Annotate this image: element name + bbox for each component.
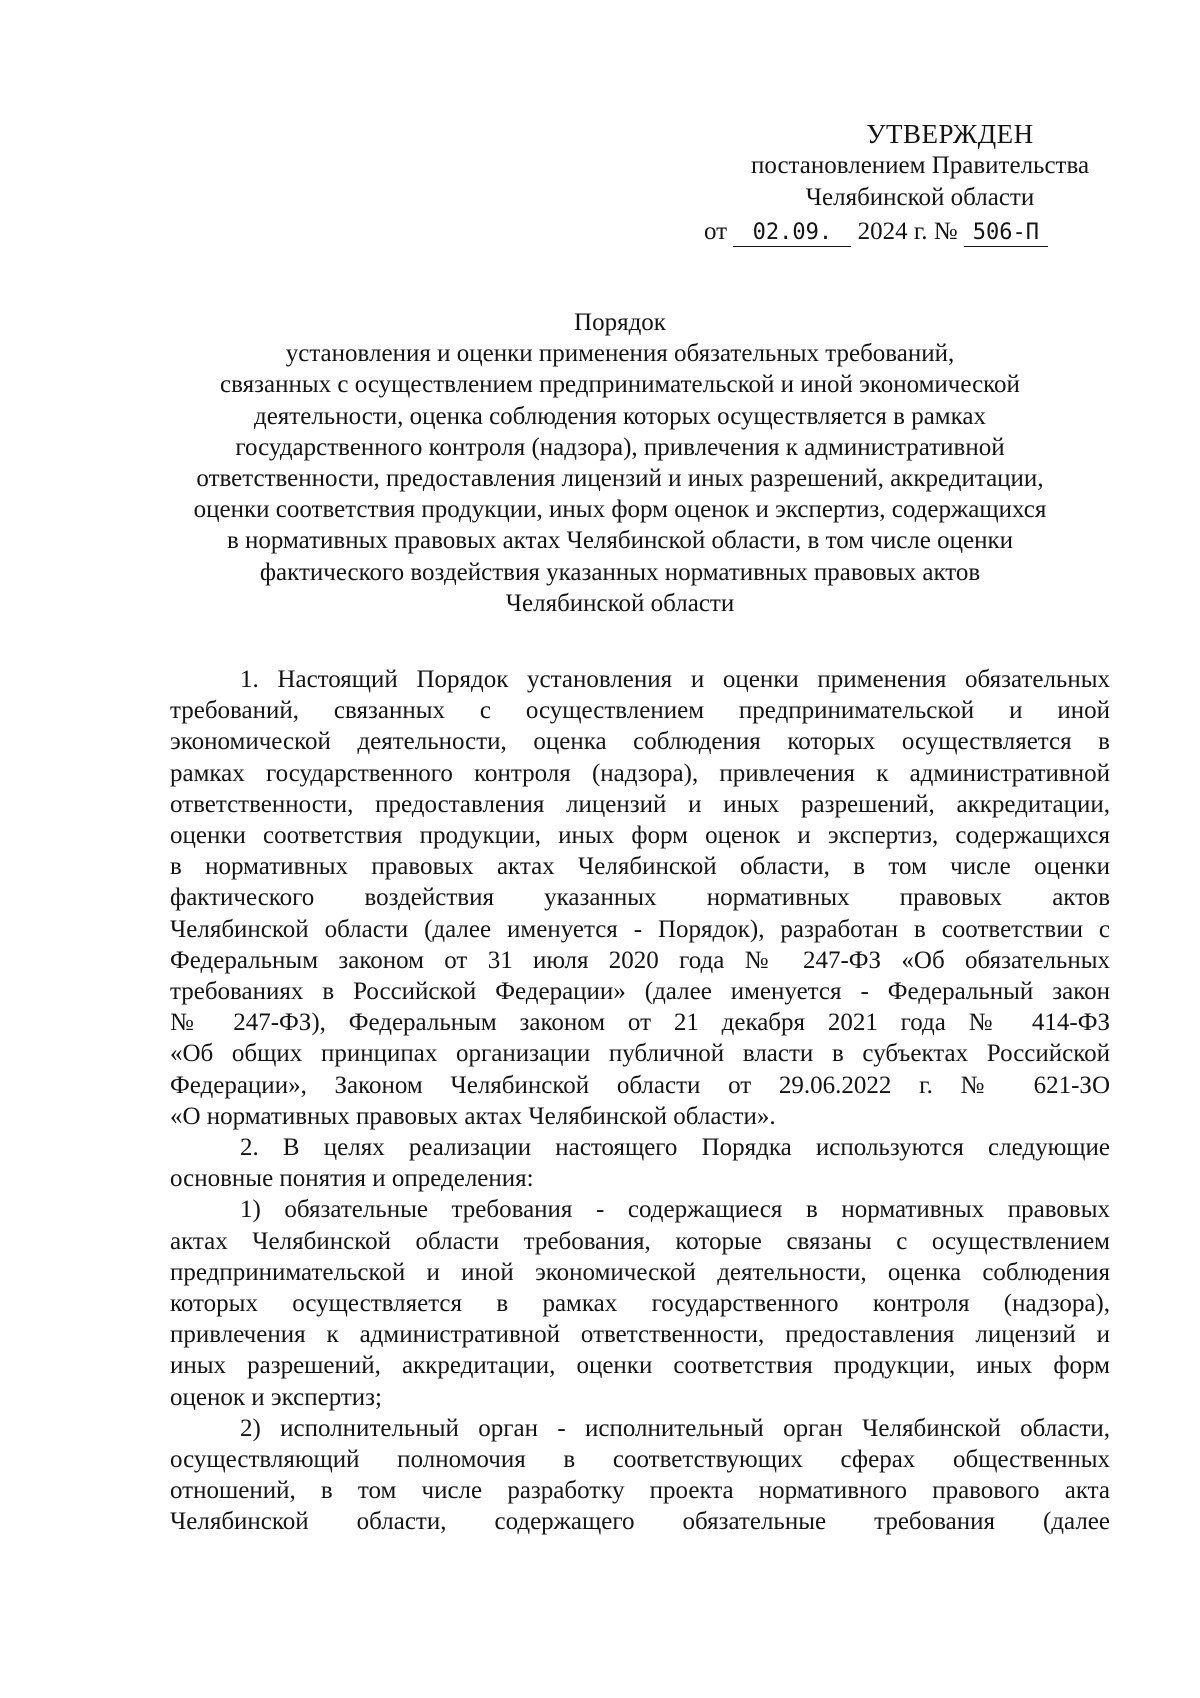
text-line: «О нормативных правовых актах Челябинской области». (170, 1102, 776, 1130)
text-line: отношений, в том числе разработку проекта нормативного правового акта (170, 1477, 1110, 1505)
text-line: оценки соответствия продукции, иных форм оценок и экспертиз, содержащихся (170, 822, 1110, 850)
text-line: Челябинской области, содержащего обязательные требования (далее (170, 1508, 1110, 1536)
text-line: актах Челябинской области требования, которые связаны с осуществлением (170, 1227, 1110, 1255)
text-line: требований, связанных с осуществлением предпринимательской и иной (170, 697, 1110, 725)
approval-date-line (704, 216, 1120, 248)
title-line: связанных с осуществлением предпринимательской и иной экономической (220, 371, 1020, 399)
text-line: фактического воздействия указанных нормативных правовых актов (170, 884, 1110, 912)
text-line: предпринимательской и иной экономической деятельности, оценка соблюдения (170, 1258, 1110, 1286)
text-line: экономической деятельности, оценка соблюдения которых осуществляется в (170, 728, 1110, 756)
text-line: оценок и экспертиз; (170, 1383, 382, 1411)
text-line: которых осуществляется в рамках государственного контроля (надзора), (170, 1290, 1110, 1318)
title-line: установления и оценки применения обязательных требований, (285, 340, 955, 368)
title-line: деятельности, оценка соблюдения которых осуществляется в рамках (253, 402, 986, 430)
paragraph-4 (170, 1413, 1110, 1538)
document-title (160, 307, 1080, 619)
text-line: рамках государственного контроля (надзора), привлечения к административной (170, 759, 1110, 787)
approval-stamp-block (704, 118, 1120, 248)
text-line: 1. Настоящий Порядок установления и оценки применения обязательных (240, 666, 1110, 693)
text-line: 2) исполнительный орган - исполнительный орган Челябинской области, (240, 1414, 1110, 1442)
text-line: ответственности, предоставления лицензий и иных разрешений, аккредитации, (170, 790, 1110, 818)
document-body (170, 664, 1110, 1538)
paragraph-3 (170, 1194, 1110, 1412)
title-line: оценки соответствия продукции, иных форм оценок и экспертиз, содержащихся (193, 496, 1047, 524)
approval-line-2: Челябинской области (805, 184, 1035, 211)
text-line: осуществляющий полномочия в соответствующих сферах общественных (170, 1446, 1110, 1474)
approval-line-1: постановлением Правительства (750, 152, 1090, 179)
text-line: Федеральным законом от 31 июля 2020 года № 247-ФЗ «Об обязательных (170, 946, 1110, 974)
approval-year-number-label: 2024 г. № (857, 218, 958, 245)
text-line: Челябинской области (далее именуется - Порядок), разработан в соответствии с (170, 915, 1110, 943)
text-line: «Об общих принципах организации публичной власти в субъектах Российской (170, 1040, 1110, 1068)
title-heading: Порядок (574, 309, 666, 336)
text-line: 1) обязательные требования - содержащиеся в нормативных правовых (240, 1196, 1110, 1224)
text-line: Федерации», Законом Челябинской области от 29.06.2022 г. № 621-ЗО (170, 1071, 1110, 1099)
approval-number: 506-П (964, 220, 1048, 247)
title-line: государственного контроля (надзора), привлечения к административной (235, 433, 1005, 461)
paragraph-1 (170, 664, 1110, 1132)
text-line: иных разрешений, аккредитации, оценки соответствия продукции, иных форм (170, 1352, 1110, 1380)
text-line: 2. В целях реализации настоящего Порядка используются следующие (240, 1134, 1110, 1162)
text-line: № 247-ФЗ), Федеральным законом от 21 декабря 2021 года № 414-ФЗ (170, 1009, 1110, 1037)
title-line: фактического воздействия указанных нормативных правовых актов (259, 558, 981, 586)
text-line: в нормативных правовых актах Челябинской области, в том числе оценки (170, 853, 1110, 881)
text-line: привлечения к административной ответственности, предоставления лицензий и (170, 1321, 1110, 1349)
paragraph-2 (170, 1132, 1110, 1194)
title-line: ответственности, предоставления лицензий и иных разрешений, аккредитации, (196, 465, 1044, 493)
approval-date-prefix: от (704, 218, 728, 245)
title-line: в нормативных правовых актах Челябинской области, в том числе оценки (226, 527, 1014, 555)
text-line: требованиях в Российской Федерации» (далее именуется - Федеральный закон (170, 978, 1110, 1006)
title-line: Челябинской области (505, 589, 735, 617)
text-line: основные понятия и определения: (170, 1165, 534, 1193)
approval-date: 02.09. (733, 220, 851, 247)
approved-heading: УТВЕРЖДЕН (866, 119, 1034, 149)
